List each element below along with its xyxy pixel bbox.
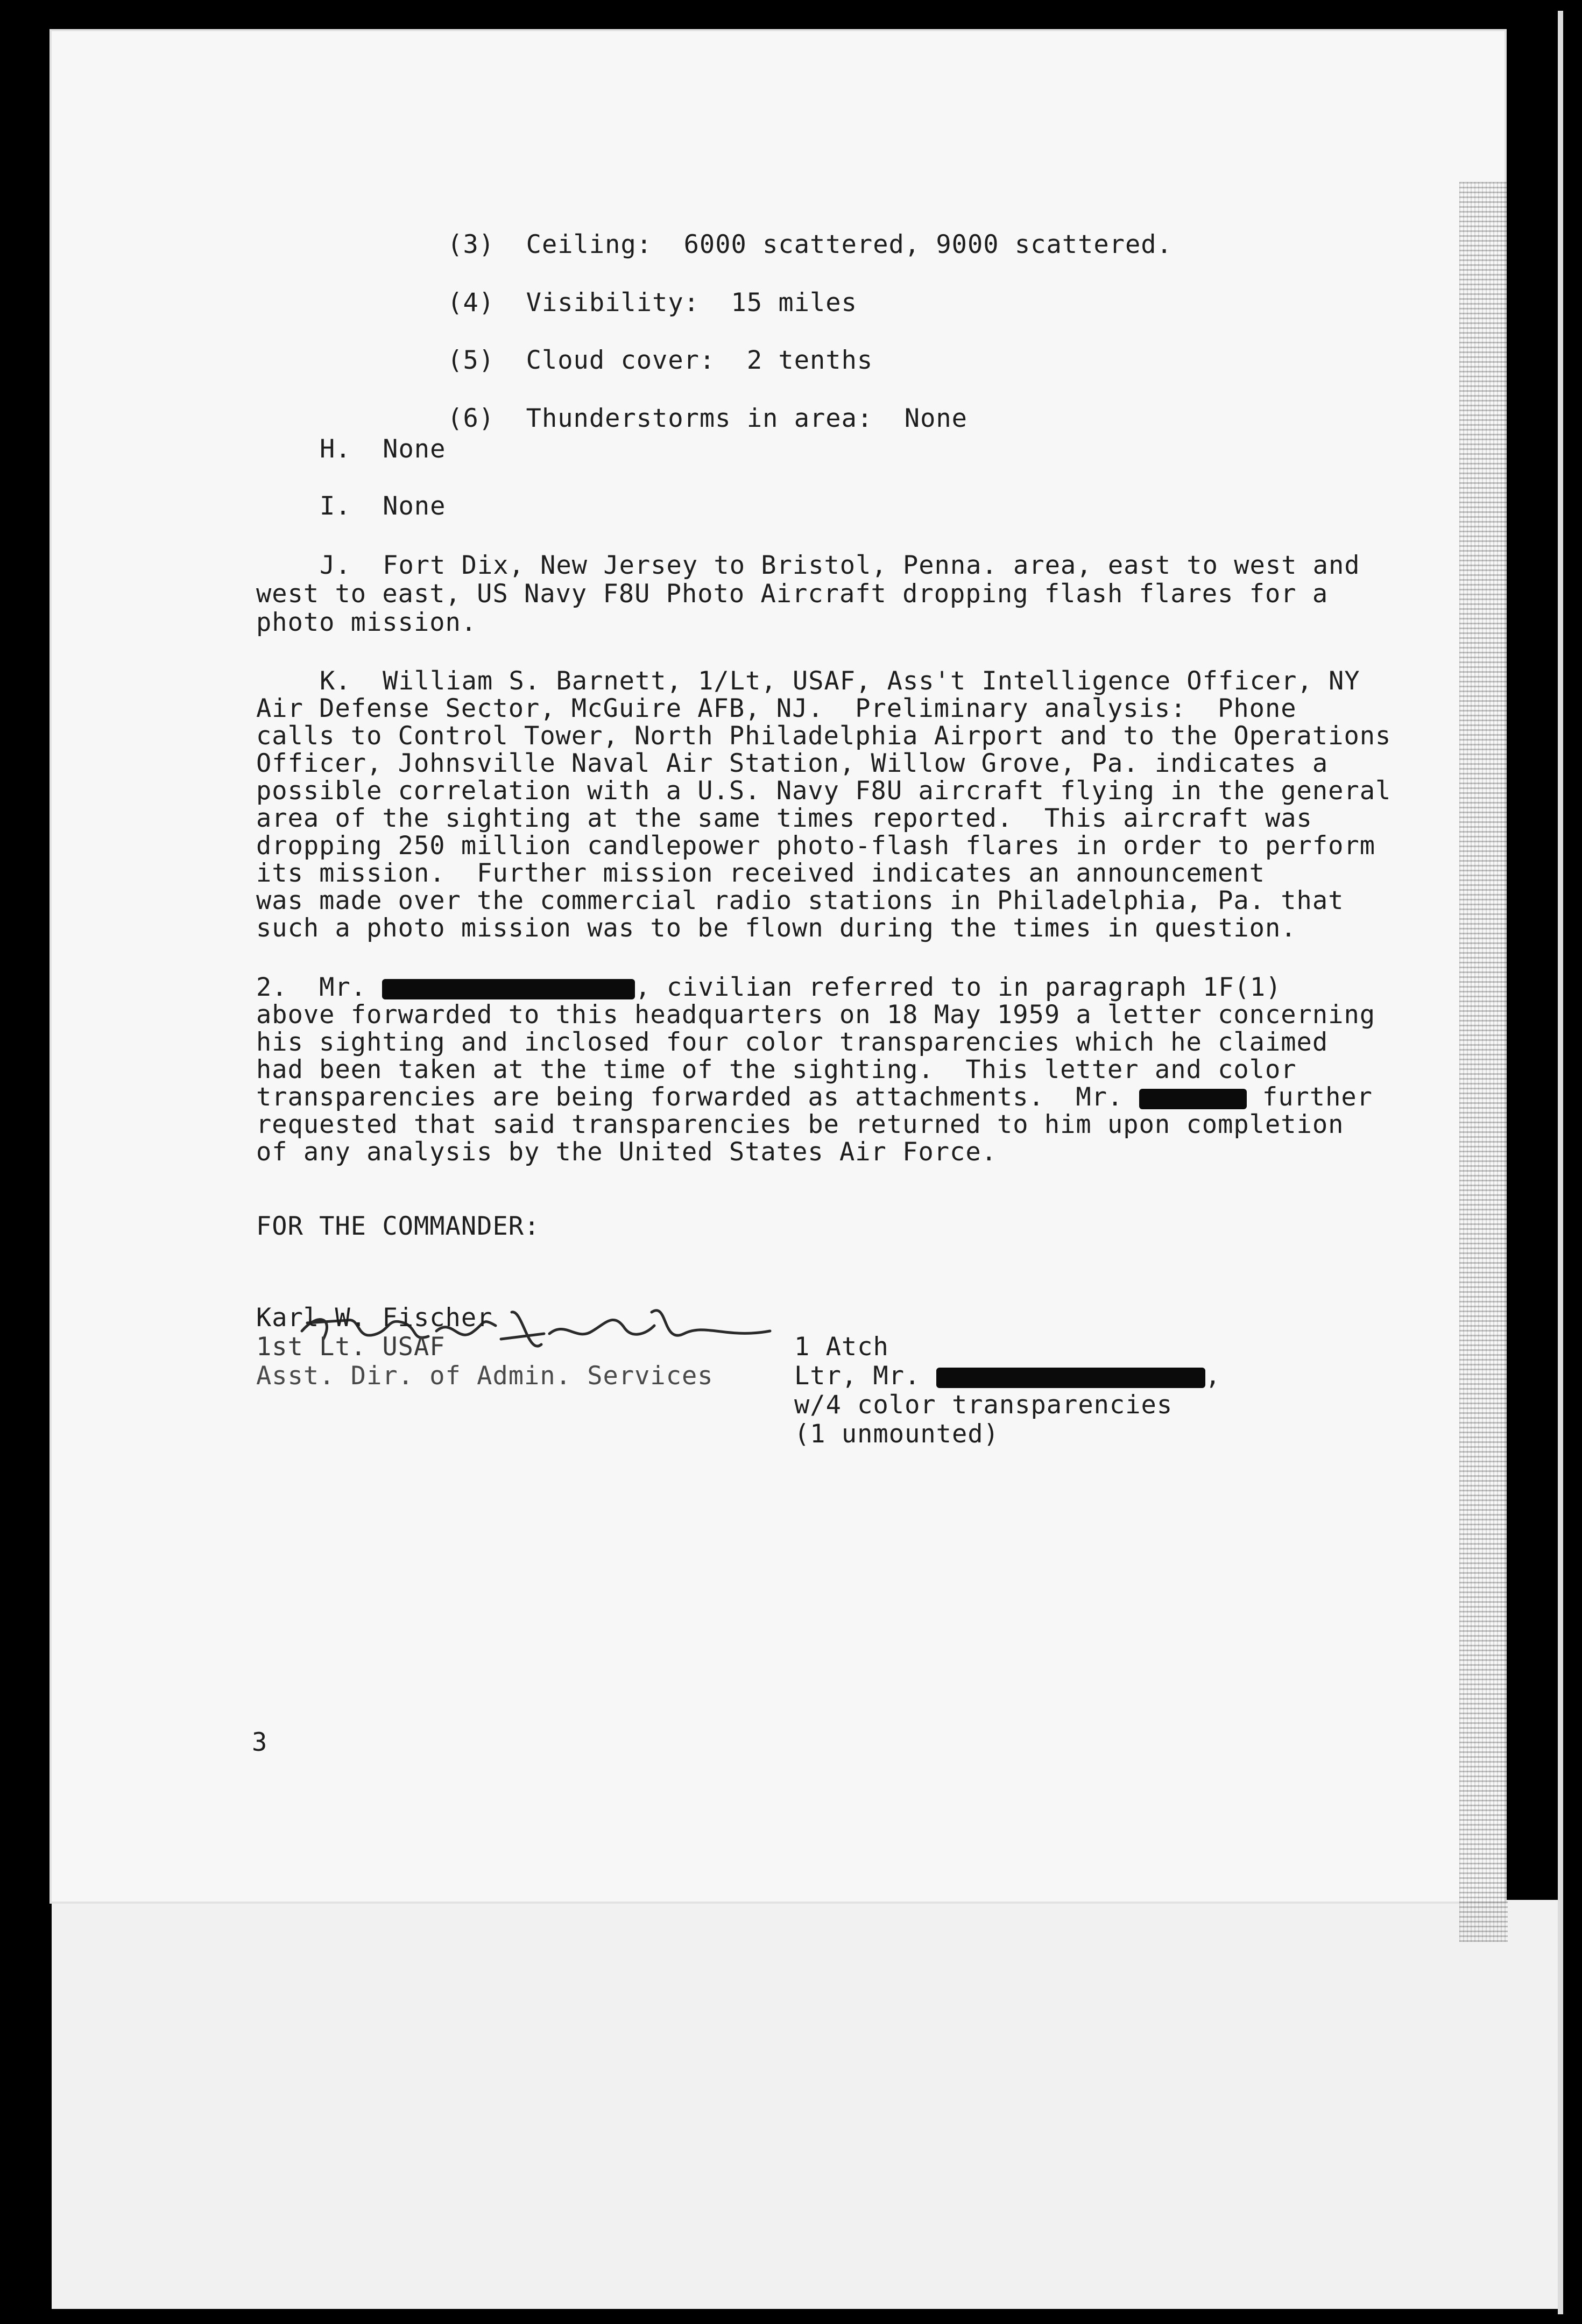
paragraph-2-line [256,1084,1373,1111]
weather-item [384,378,967,459]
weather-num: (4) [447,288,495,318]
paragraph-2-line: of any analysis by the United States Air Force. [256,1137,997,1167]
weather-label: Visibility: [526,288,700,318]
paragraph-k-line: Officer, Johnsville Naval Air Station, Willow Grove, Pa. indicates a [256,749,1329,778]
page-edge-shadow [1459,182,1508,1942]
weather-num: (6) [447,404,495,433]
paragraph-2-line: requested that said transparencies be returned to him upon completion [256,1110,1344,1139]
attachment-line: w/4 color transparencies [794,1390,1173,1420]
paragraph-k-line: calls to Control Tower, North Philadelphia Airport and to the Operations [256,721,1392,751]
weather-num: (3) [447,230,495,259]
item-h: H. None [320,434,446,464]
attachment-text: Ltr, Mr. [794,1361,936,1391]
paragraph-j-line: photo mission. [256,608,477,637]
paragraph-2-text: 2. Mr. [256,973,383,1002]
weather-value: None [904,404,967,433]
redaction-bar [936,1368,1205,1388]
redaction-bar [382,979,635,999]
redaction-bar [1139,1089,1247,1109]
paragraph-k-line: area of the sighting at the same times reported. This aircraft was [256,804,1312,833]
weather-label: Cloud cover: [526,346,716,375]
signer-rank: 1st Lt. USAF [256,1332,446,1362]
paragraph-k-line: its mission. Further mission received indicates an announcement [256,858,1265,888]
attachment-text: , [1205,1361,1221,1391]
backing-sheet-edge [1558,11,1563,2314]
paragraph-2-line [256,974,1282,1001]
paragraph-k-line: possible correlation with a U.S. Navy F8U aircraft flying in the general [256,776,1392,806]
paragraph-j-line: west to east, US Navy F8U Photo Aircraft dropping flash flares for a [256,579,1329,609]
paragraph-2-text: transparencies are being forwarded as attachments. Mr. [256,1082,1139,1112]
weather-value: 6000 scattered, 9000 scattered. [683,230,1173,259]
weather-label: Thunderstorms in area: [526,404,873,433]
weather-label: Ceiling: [526,230,653,259]
paragraph-k-line: K. William S. Barnett, 1/Lt, USAF, Ass't Intelligence Officer, NY [320,666,1360,696]
weather-value: 2 tenths [746,346,873,375]
paragraph-j-line: J. Fort Dix, New Jersey to Bristol, Penna. area, east to west and [320,551,1360,580]
page-number: 3 [252,1728,268,1757]
paragraph-k-line: was made over the commercial radio stations in Philadelphia, Pa. that [256,886,1344,915]
paragraph-2-text: further [1246,1082,1373,1112]
paragraph-2-text: , civilian referred to in paragraph 1F(1) [635,973,1282,1002]
weather-num: (5) [447,346,495,375]
attachment-line: 1 Atch [794,1332,889,1362]
paragraph-2-line: had been taken at the time of the sighting. This letter and color [256,1055,1297,1084]
attachment-line [794,1363,1221,1390]
paragraph-2-line: above forwarded to this headquarters on 18 May 1959 a letter concerning [256,1000,1376,1030]
paragraph-k-line: dropping 250 million candlepower photo-flash flares in order to perform [256,831,1376,861]
paragraph-k-line: Air Defense Sector, McGuire AFB, NJ. Preliminary analysis: Phone [256,694,1297,723]
attachment-line: (1 unmounted) [794,1419,999,1449]
item-i: I. None [320,491,446,521]
closing-line: FOR THE COMMANDER: [256,1212,540,1241]
paragraph-2-line: his sighting and inclosed four color transparencies which he claimed [256,1027,1329,1057]
signer-name: Karl W. Fischer [256,1303,493,1333]
weather-value: 15 miles [731,288,857,318]
backing-sheet [52,1900,1558,2309]
document-page [52,31,1505,1902]
paragraph-k-line: such a photo mission was to be flown during the times in question. [256,913,1297,943]
signer-title: Asst. Dir. of Admin. Services [256,1361,714,1391]
